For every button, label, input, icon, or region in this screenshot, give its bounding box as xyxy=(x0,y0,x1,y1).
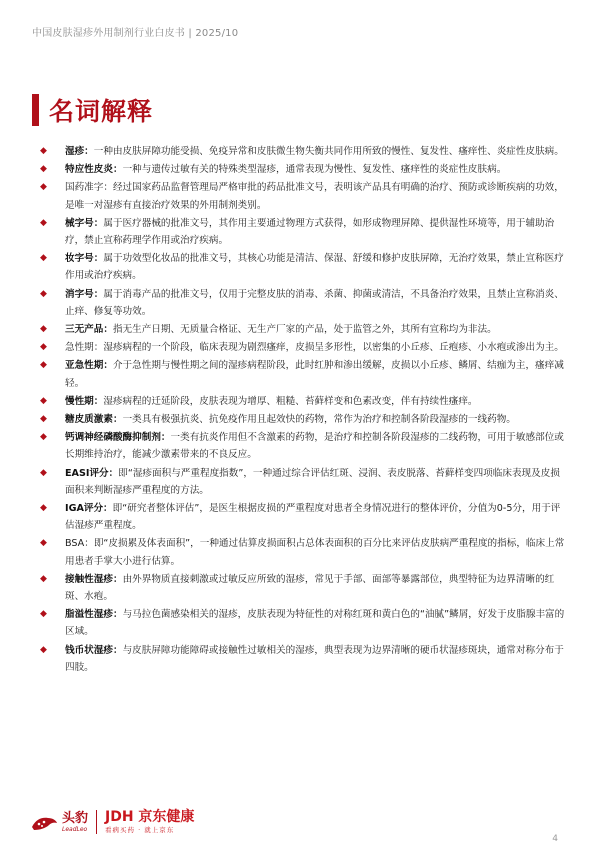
glossary-term: 三无产品： xyxy=(65,324,113,336)
glossary-item xyxy=(40,465,568,499)
glossary-item xyxy=(40,411,568,428)
glossary-definition: 与皮肤屏障功能障碍或接触性过敏相关的湿疹，典型表现为边界清晰的硬币状湿疹斑块，通常对称分布于四肢。 xyxy=(65,644,564,673)
section-title xyxy=(32,92,153,128)
glossary-definition: 一类有抗炎作用但不含激素的药物，是治疗和控制各阶段湿疹的二线药物，可用于敏感部位或长期维持治疗，能减少激素带来的不良反应。 xyxy=(65,432,564,461)
glossary-term: 急性期： xyxy=(65,342,104,354)
glossary-definition: 属于医疗器械的批准文号，其作用主要通过物理方式获得，如形成物理屏障、提供湿性环境等，用于辅助治疗，禁止宣称药理学作用或治疗疾病。 xyxy=(65,217,555,247)
glossary-item xyxy=(40,321,568,338)
diamond-bullet-icon: ◆ xyxy=(40,467,47,478)
glossary-definition: 一种由皮肤屏障功能受损、免疫异常和皮肤微生物失衡共同作用所致的慢性、复发性、瘙痒性、炎症性皮肤病。 xyxy=(93,146,564,157)
glossary-definition: 属于消毒产品的批准文号，仅用于完整皮肤的消毒、杀菌、抑菌或清洁，不具备治疗效果，且禁止宣称消炎、止痒、修复等功效。 xyxy=(65,288,564,317)
footer-logos xyxy=(30,810,194,834)
glossary-item xyxy=(40,642,568,676)
diamond-bullet-icon: ◆ xyxy=(40,432,47,443)
report-header: 中国皮肤湿疹外用制剂行业白皮书 | 2025/10 xyxy=(32,28,239,39)
glossary-definition: 即“湿疹面积与严重程度指数”，一种通过综合评估红斑、浸润、表皮脱落、苔藓样变四项临床表现及皮损面积来判断湿疹严重程度的方法。 xyxy=(65,467,560,496)
logo-leadleo-subtext: LeadLeo xyxy=(62,825,88,833)
glossary-term: 接触性湿疹： xyxy=(65,573,123,585)
glossary-item xyxy=(40,179,568,213)
diamond-bullet-icon: ◆ xyxy=(40,342,47,353)
glossary-definition: 即“皮损累及体表面积”，一种通过估算皮损面积占总体表面积的百分比来评估皮肤病严重程度的指标，临床上常用患者手掌大小进行估算。 xyxy=(65,538,565,567)
glossary-item xyxy=(40,250,568,284)
glossary-term: 湿疹： xyxy=(65,146,94,157)
glossary-term: EASI评分： xyxy=(65,467,119,479)
diamond-bullet-icon: ◆ xyxy=(40,573,47,584)
glossary-definition: 一类具有极强抗炎、抗免疫作用且起效快的药物，常作为治疗和控制各阶段湿疹的一线药物。 xyxy=(122,414,516,426)
diamond-bullet-icon: ◆ xyxy=(40,182,47,193)
diamond-bullet-icon: ◆ xyxy=(40,360,47,371)
diamond-bullet-icon: ◆ xyxy=(40,414,47,425)
diamond-bullet-icon: ◆ xyxy=(40,395,47,406)
glossary-term: 钙调神经磷酸酶抑制剂： xyxy=(65,432,171,444)
glossary-definition: 湿疹病程的一个阶段，临床表现为剧烈瘙痒，皮损呈多形性，以密集的小丘疹、丘疱疹、小水疱或渗出为主。 xyxy=(103,342,564,354)
diamond-bullet-icon: ◆ xyxy=(40,324,47,335)
glossary-term: 械字号： xyxy=(65,217,104,229)
diamond-bullet-icon: ◆ xyxy=(40,288,47,299)
logo-divider xyxy=(96,810,97,834)
glossary-definition: 由外界物质直接刺激或过敏反应所致的湿疹，常见于手部、面部等暴露部位，典型特征为边界清晰的红斑、水疱。 xyxy=(65,573,555,603)
glossary-item xyxy=(40,535,568,569)
glossary-term: 糖皮质激素： xyxy=(65,414,123,426)
logo-leadleo-text: 头豹 xyxy=(62,810,89,826)
glossary-item xyxy=(40,500,568,534)
diamond-bullet-icon: ◆ xyxy=(40,164,47,175)
page-number: 4 xyxy=(552,834,558,844)
glossary-item xyxy=(40,357,568,391)
glossary-definition: 湿疹病程的迁延阶段，皮肤表现为增厚、粗糙、苔藓样变和色素改变，伴有持续性瘙痒。 xyxy=(103,395,478,407)
page-title: 名词解释 xyxy=(49,97,154,126)
glossary-term: 亚急性期： xyxy=(65,360,113,372)
glossary-item xyxy=(40,286,568,320)
glossary-term: 钱币状湿疹： xyxy=(65,644,123,656)
diamond-bullet-icon: ◆ xyxy=(40,609,47,620)
glossary-definition: 指无生产日期、无质量合格证、无生产厂家的产品，处于监管之外，其所有宣称均为非法。 xyxy=(112,324,497,336)
glossary-item xyxy=(40,215,568,249)
glossary-definition: 即“研究者整体评估”，是医生根据皮损的严重程度对患者全身情况进行的整体评价，分值为0-5分，用于评估湿疹严重程度。 xyxy=(65,503,561,532)
glossary-term: 特应性皮炎： xyxy=(65,164,123,176)
diamond-bullet-icon: ◆ xyxy=(40,503,47,514)
glossary-definition: 一种与遗传过敏有关的特殊类型湿疹，通常表现为慢性、复发性、瘙痒性的炎症性皮肤病。 xyxy=(122,164,507,176)
glossary-item xyxy=(40,161,568,178)
diamond-bullet-icon: ◆ xyxy=(40,253,47,264)
leopard-logo-icon xyxy=(30,811,58,833)
glossary-item xyxy=(40,393,568,410)
glossary-item xyxy=(40,606,568,640)
diamond-bullet-icon: ◆ xyxy=(40,644,47,655)
glossary-item xyxy=(40,339,568,356)
glossary-definition: 属于功效型化妆品的批准文号，其核心功能是清洁、保湿、舒缓和修护皮肤屏障，无治疗效果，禁止宣称医疗作用或治疗疾病。 xyxy=(65,253,564,282)
glossary-definition: 经过国家药品监督管理局严格审批的药品批准文号，表明该产品具有明确的治疗、预防或诊断疾病的功效，是唯一对湿疹有直接治疗效果的外用制剂类别。 xyxy=(65,182,564,211)
glossary-definition: 介于急性期与慢性期之间的湿疹病程阶段，此时红肿和渗出缓解，皮损以小丘疹、鳞屑、结痂为主，瘙痒减轻。 xyxy=(65,360,564,389)
glossary-term: 脂溢性湿疹： xyxy=(65,609,123,621)
glossary-item xyxy=(40,571,568,605)
logo-jdh-subtext: 看病买药 · 就上京东 xyxy=(105,826,175,834)
glossary-term: 慢性期： xyxy=(65,395,104,407)
logo-jdh-text: JDH 京东健康 xyxy=(105,809,195,825)
glossary-list xyxy=(40,143,568,677)
glossary-term: 国药准字： xyxy=(65,182,113,194)
glossary-definition: 与马拉色菌感染相关的湿疹，皮肤表现为特征性的对称红斑和黄白色的“油腻”鳞屑，好发于皮脂腺丰富的区域。 xyxy=(65,609,565,638)
diamond-bullet-icon: ◆ xyxy=(40,538,47,549)
diamond-bullet-icon: ◆ xyxy=(40,146,47,156)
title-accent-bar xyxy=(32,94,39,126)
glossary-term: BSA： xyxy=(65,538,94,550)
glossary-term: 消字号： xyxy=(65,288,104,300)
diamond-bullet-icon: ◆ xyxy=(40,217,47,228)
glossary-item xyxy=(40,429,568,463)
glossary-item xyxy=(40,143,568,160)
glossary-term: 妆字号： xyxy=(65,253,104,265)
glossary-term: IGA评分： xyxy=(65,503,113,515)
